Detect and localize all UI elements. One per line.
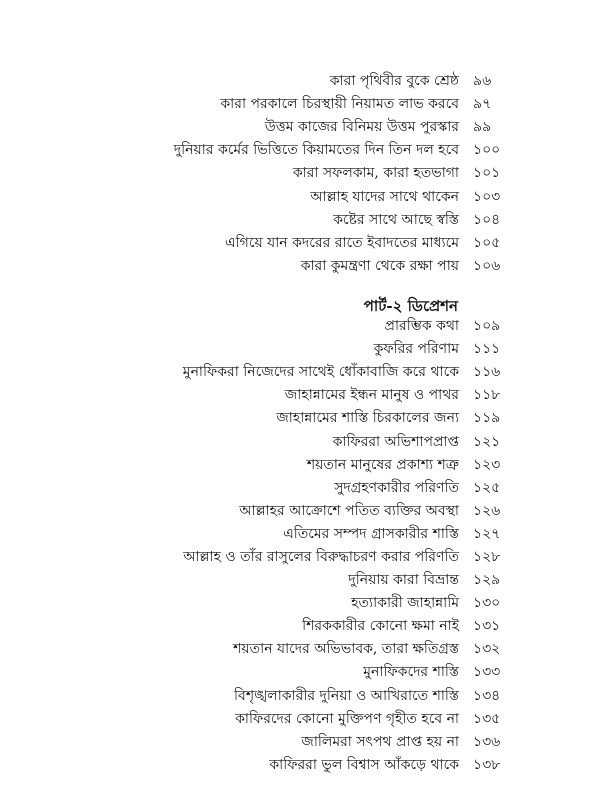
toc-entry-title: দুনিয়ার কর্মের ভিত্তিতে কিয়ামতের দিন তিন দল হবে bbox=[173, 142, 459, 159]
toc-entry-page: ১০৫ bbox=[473, 234, 501, 251]
toc-entry-page: ১০৪ bbox=[473, 211, 501, 228]
toc-entry-page: ১২৭ bbox=[473, 525, 501, 542]
toc-entry-page: ১৩৩ bbox=[473, 664, 501, 681]
toc-entry bbox=[120, 407, 515, 430]
toc-entry bbox=[120, 338, 515, 361]
toc-entry-page: ১৩৬ bbox=[473, 733, 501, 750]
toc-entry bbox=[120, 116, 515, 139]
toc-entry-page: ৯৯ bbox=[473, 119, 492, 136]
toc-entry bbox=[120, 209, 515, 232]
toc-entry-title: শয়তান মানুষের প্রকাশ্য শত্রু bbox=[306, 456, 459, 473]
toc-entry-page: ১১১ bbox=[473, 341, 501, 358]
toc-entry-title: কারা সফলকাম, কারা হতভাগা bbox=[292, 165, 459, 182]
toc-list-part-1 bbox=[120, 70, 515, 278]
toc-entry-page: ১৩৪ bbox=[473, 687, 501, 704]
toc-entry-title: কাফিরদের কোনো মুক্তিপণ গৃহীত হবে না bbox=[235, 710, 459, 727]
toc-entry-page: ৯৭ bbox=[473, 96, 492, 113]
toc-entry-page: ১১৬ bbox=[473, 364, 501, 381]
toc-entry-page: ১০০ bbox=[473, 142, 501, 159]
toc-entry bbox=[120, 162, 515, 185]
toc-entry bbox=[120, 754, 515, 777]
toc-entry-page: ১২৬ bbox=[473, 502, 501, 519]
toc-entry-page: ১২৮ bbox=[473, 548, 501, 565]
toc-entry-page: ৯৬ bbox=[473, 73, 492, 90]
toc-entry bbox=[120, 255, 515, 278]
section-heading: পার্ট-২ ডিপ্রেশন bbox=[363, 297, 458, 315]
toc-entry bbox=[120, 315, 515, 338]
toc-list-part-2 bbox=[120, 315, 515, 777]
toc-entry bbox=[120, 454, 515, 477]
toc-entry-title: কুফরির পরিণাম bbox=[373, 341, 459, 358]
toc-entry bbox=[120, 685, 515, 708]
toc-entry bbox=[120, 661, 515, 684]
toc-entry-title: জাহান্নামের ইন্ধন মানুষ ও পাথর bbox=[284, 387, 459, 404]
toc-entry-page: ১৩১ bbox=[473, 618, 501, 635]
toc-entry bbox=[120, 70, 515, 93]
toc-entry-page: ১০৯ bbox=[473, 318, 501, 335]
toc-entry-title: কারা কুমন্ত্রণা থেকে রক্ষা পায় bbox=[300, 257, 459, 274]
toc-entry bbox=[120, 93, 515, 116]
toc-entry bbox=[120, 139, 515, 162]
toc-entry bbox=[120, 592, 515, 615]
toc-entry bbox=[120, 523, 515, 546]
toc-entry-title: সুদগ্রহণকারীর পরিণতি bbox=[334, 479, 459, 496]
toc-entry bbox=[120, 569, 515, 592]
toc-entry-page: ১৩০ bbox=[473, 595, 501, 612]
toc-entry-title: প্রারম্ভিক কথা bbox=[384, 318, 459, 335]
toc-entry-title: বিশৃঙ্খলাকারীর দুনিয়া ও আখিরাতে শাস্তি bbox=[234, 687, 459, 704]
toc-entry-title: এতিমের সম্পদ গ্রাসকারীর শাস্তি bbox=[283, 525, 459, 542]
toc-entry-title: কারা পরকালে চিরস্থায়ী নিয়ামত লাভ করবে bbox=[220, 96, 459, 113]
toc-entry bbox=[120, 708, 515, 731]
toc-entry-title: মুনাফিকদের শাস্তি bbox=[363, 664, 459, 681]
toc-entry bbox=[120, 500, 515, 523]
toc-entry-page: ১০৬ bbox=[473, 257, 501, 274]
toc-entry-title: আল্লাহর আক্রোশে পতিত ব্যক্তির অবস্থা bbox=[239, 502, 459, 519]
toc-entry-page: ১০১ bbox=[473, 165, 501, 182]
toc-entry bbox=[120, 430, 515, 453]
toc-entry-title: হত্যাকারী জাহান্নামি bbox=[351, 595, 459, 612]
toc-entry-title: জাহান্নামের শাস্তি চিরকালের জন্য bbox=[276, 410, 459, 427]
toc-entry-title: কাফিররা ভুল বিশ্বাস আঁকড়ে থাকে bbox=[269, 756, 459, 773]
toc-entry-page: ১০৩ bbox=[473, 188, 501, 205]
toc-entry-page: ১৩২ bbox=[473, 641, 501, 658]
toc-entry bbox=[120, 477, 515, 500]
toc-entry-page: ১১৮ bbox=[473, 387, 501, 404]
toc-entry bbox=[120, 638, 515, 661]
toc-entry-title: জালিমরা সৎপথ প্রাপ্ত হয় না bbox=[301, 733, 459, 750]
toc-entry-title: শয়তান যাদের অভিভাবক, তারা ক্ষতিগ্রস্ত bbox=[233, 641, 459, 658]
toc-entry-title: দুনিয়ায় কারা বিভ্রান্ত bbox=[348, 572, 459, 589]
toc-entry-title: আল্লাহ ও তাঁর রাসুলের বিরুদ্ধাচরণ করার পরিণতি bbox=[183, 548, 459, 565]
toc-entry-title: উত্তম কাজের বিনিময় উত্তম পুরস্কার bbox=[264, 119, 459, 136]
toc-entry bbox=[120, 384, 515, 407]
toc-entry-title: আল্লাহ যাদের সাথে থাকেন bbox=[310, 188, 459, 205]
toc-entry-title: কষ্টের সাথে আছে স্বস্তি bbox=[333, 211, 459, 228]
toc-entry bbox=[120, 185, 515, 208]
toc-entry-title: মুনাফিকরা নিজেদের সাথেই ধোঁকাবাজি করে থাকে bbox=[182, 364, 459, 381]
toc-entry bbox=[120, 546, 515, 569]
toc-entry bbox=[120, 615, 515, 638]
toc-entry-page: ১২৫ bbox=[473, 479, 501, 496]
toc-entry-page: ১১৯ bbox=[473, 410, 501, 427]
toc-entry-page: ১২৯ bbox=[473, 572, 501, 589]
toc-entry-page: ১৩৮ bbox=[473, 756, 501, 773]
toc-entry-page: ১২৩ bbox=[473, 456, 501, 473]
toc-entry-title: এগিয়ে যান কদরের রাতে ইবাদতের মাধ্যমে bbox=[225, 234, 459, 251]
toc-entry-title: শিরককারীর কোনো ক্ষমা নাই bbox=[302, 618, 459, 635]
toc-entry bbox=[120, 361, 515, 384]
toc-entry-page: ১৩৫ bbox=[473, 710, 501, 727]
toc-entry-title: কারা পৃথিবীর বুকে শ্রেষ্ঠ bbox=[329, 73, 459, 90]
toc-entry-page: ১২১ bbox=[473, 433, 501, 450]
toc-entry bbox=[120, 731, 515, 754]
toc-entry bbox=[120, 232, 515, 255]
toc-entry-title: কাফিররা অভিশাপপ্রাপ্ত bbox=[332, 433, 459, 450]
